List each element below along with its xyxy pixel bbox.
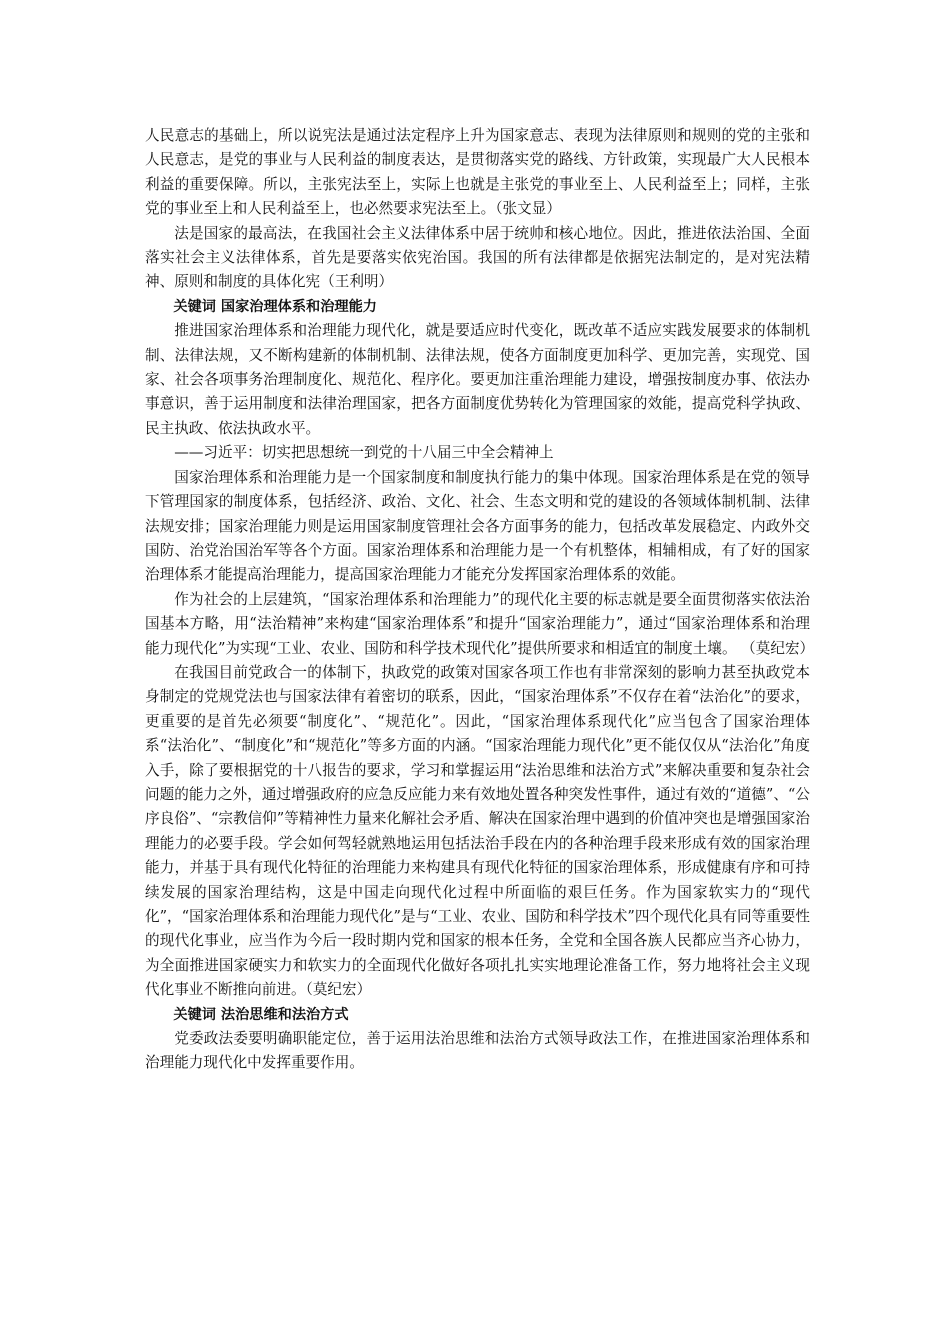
paragraph-governance-quote: 推进国家治理体系和治理能力现代化，就是要适应时代变化，既改革不适应实践发展要求的体制机制、法律法规，又不断构建新的体制机制、法律法规，使各方面制度更加科学、更加完善，实现党、国家、社会各项事务治理制度化、规范化、程序化。要更加注重治理能力建设，增强按制度办事、依法办事意识，善于运用制度和法律治理国家，把各方面制度优势转化为管理国家的效能，提高党科学执政、民主执政、依法执政水平。 [145,322,810,437]
paragraph-political-legal-committee: 党委政法委要明确职能定位，善于运用法治思维和法治方式领导政法工作，在推进国家治理体系和治理能力现代化中发挥重要作用。 [145,1030,810,1072]
paragraph-governance-superstructure: 作为社会的上层建筑，“国家治理体系和治理能力”的现代化主要的标志就是要全面贯彻落实依法治国基本方略，用“法治精神”来构建“国家治理体系”和提升“国家治理能力”，通过“国家治理体系和治理能力现代化”为实现“工业、农业、国防和科学技术现代化”提供所要求和相适宜的制度土壤。 （莫纪宏） [145,590,815,657]
paragraph-rule-by-constitution: 法是国家的最高法，在我国社会主义法律体系中居于统帅和核心地位。因此，推进依法治国、全面落实社会主义法律体系，首先是要落实依宪治国。我国的所有法律都是依据宪法制定的，是对宪法精神、原则和制度的具体化宪（王利明） [145,224,810,291]
keyword-heading-rule-of-law-thinking: 关键词 法治思维和法治方式 [173,1006,349,1023]
quote-source: ——习近平：切实把思想统一到党的十八届三中全会精神上 [174,444,554,462]
keyword-heading-governance: 关键词 国家治理体系和治理能力 [173,298,377,315]
paragraph-governance-definition: 国家治理体系和治理能力是一个国家制度和制度执行能力的集中体现。国家治理体系是在党的领导下管理国家的制度体系，包括经济、政治、文化、社会、生态文明和党的建设的各领域体制机制、法律法规安排；国家治理能力则是运用国家制度管理社会各方面事务的能力，包括改革发展稳定、内政外交国防、治党治国治军等各个方面。国家治理体系和治理能力是一个有机整体，相辅相成，有了好的国家治理体系才能提高治理能力，提高国家治理能力才能充分发挥国家治理体系的效能。 [145,468,810,584]
paragraph-constitution-supremacy: 人民意志的基础上，所以说宪法是通过法定程序上升为国家意志、表现为法律原则和规则的党的主张和人民意志，是党的事业与人民利益的制度表达，是贯彻落实党的路线、方针政策，实现最广大人民根本利益的重要保障。所以，主张宪法至上，实际上也就是主张党的事业至上、人民利益至上；同样，主张党的事业至上和人民利益至上，也必然要求宪法至上。（张文显） [145,127,810,218]
document-page [145,124,815,1076]
paragraph-governance-modernization: 在我国目前党政合一的体制下，执政党的政策对国家各项工作也有非常深刻的影响力甚至执政党本身制定的党规党法也与国家法律有着密切的联系，因此，“国家治理体系”不仅存在着“法治化”的要求，更重要的是首先必须要“制度化”、“规范化”。因此，“国家治理体系现代化”应当包含了国家治理体系“法治化”、“制度化”和“规范化”等多方面的内涵。“国家治理能力现代化”更不能仅仅从“法治化”角度入手，除了要根据党的十八报告的要求，学习和掌握运用“法治思维和法治方式”来解决重要和复杂社会问题的能力之外，通过增强政府的应急反应能力来有效地处置各种突发性事件，通过有效的“道德”、“公序良俗”、“宗教信仰”等精神性力量来化解社会矛盾、解决在国家治理中遇到的价值冲突也是增强国家治理能力的必要手段。学会如何驾轻就熟地运用包括法治手段在内的各种治理手段来形成有效的国家治理能力，并基于具有现代化特征的治理能力来构建具有现代化特征的国家治理体系，形成健康有序和可持续发展的国家治理结构，这是中国走向现代化过程中所面临的艰巨任务。作为国家软实力的“现代化”，“国家治理体系和治理能力现代化”是与“工业、农业、国防和科学技术”四个现代化具有同等重要性的现代化事业，应当作为今后一段时期内党和国家的根本任务，全党和全国各族人民都应当齐心协力，为全面推进国家硬实力和软实力的全面现代化做好各项扎扎实实地理论准备工作，努力地将社会主义现代化事业不断推向前进。（莫纪宏） [145,663,810,999]
